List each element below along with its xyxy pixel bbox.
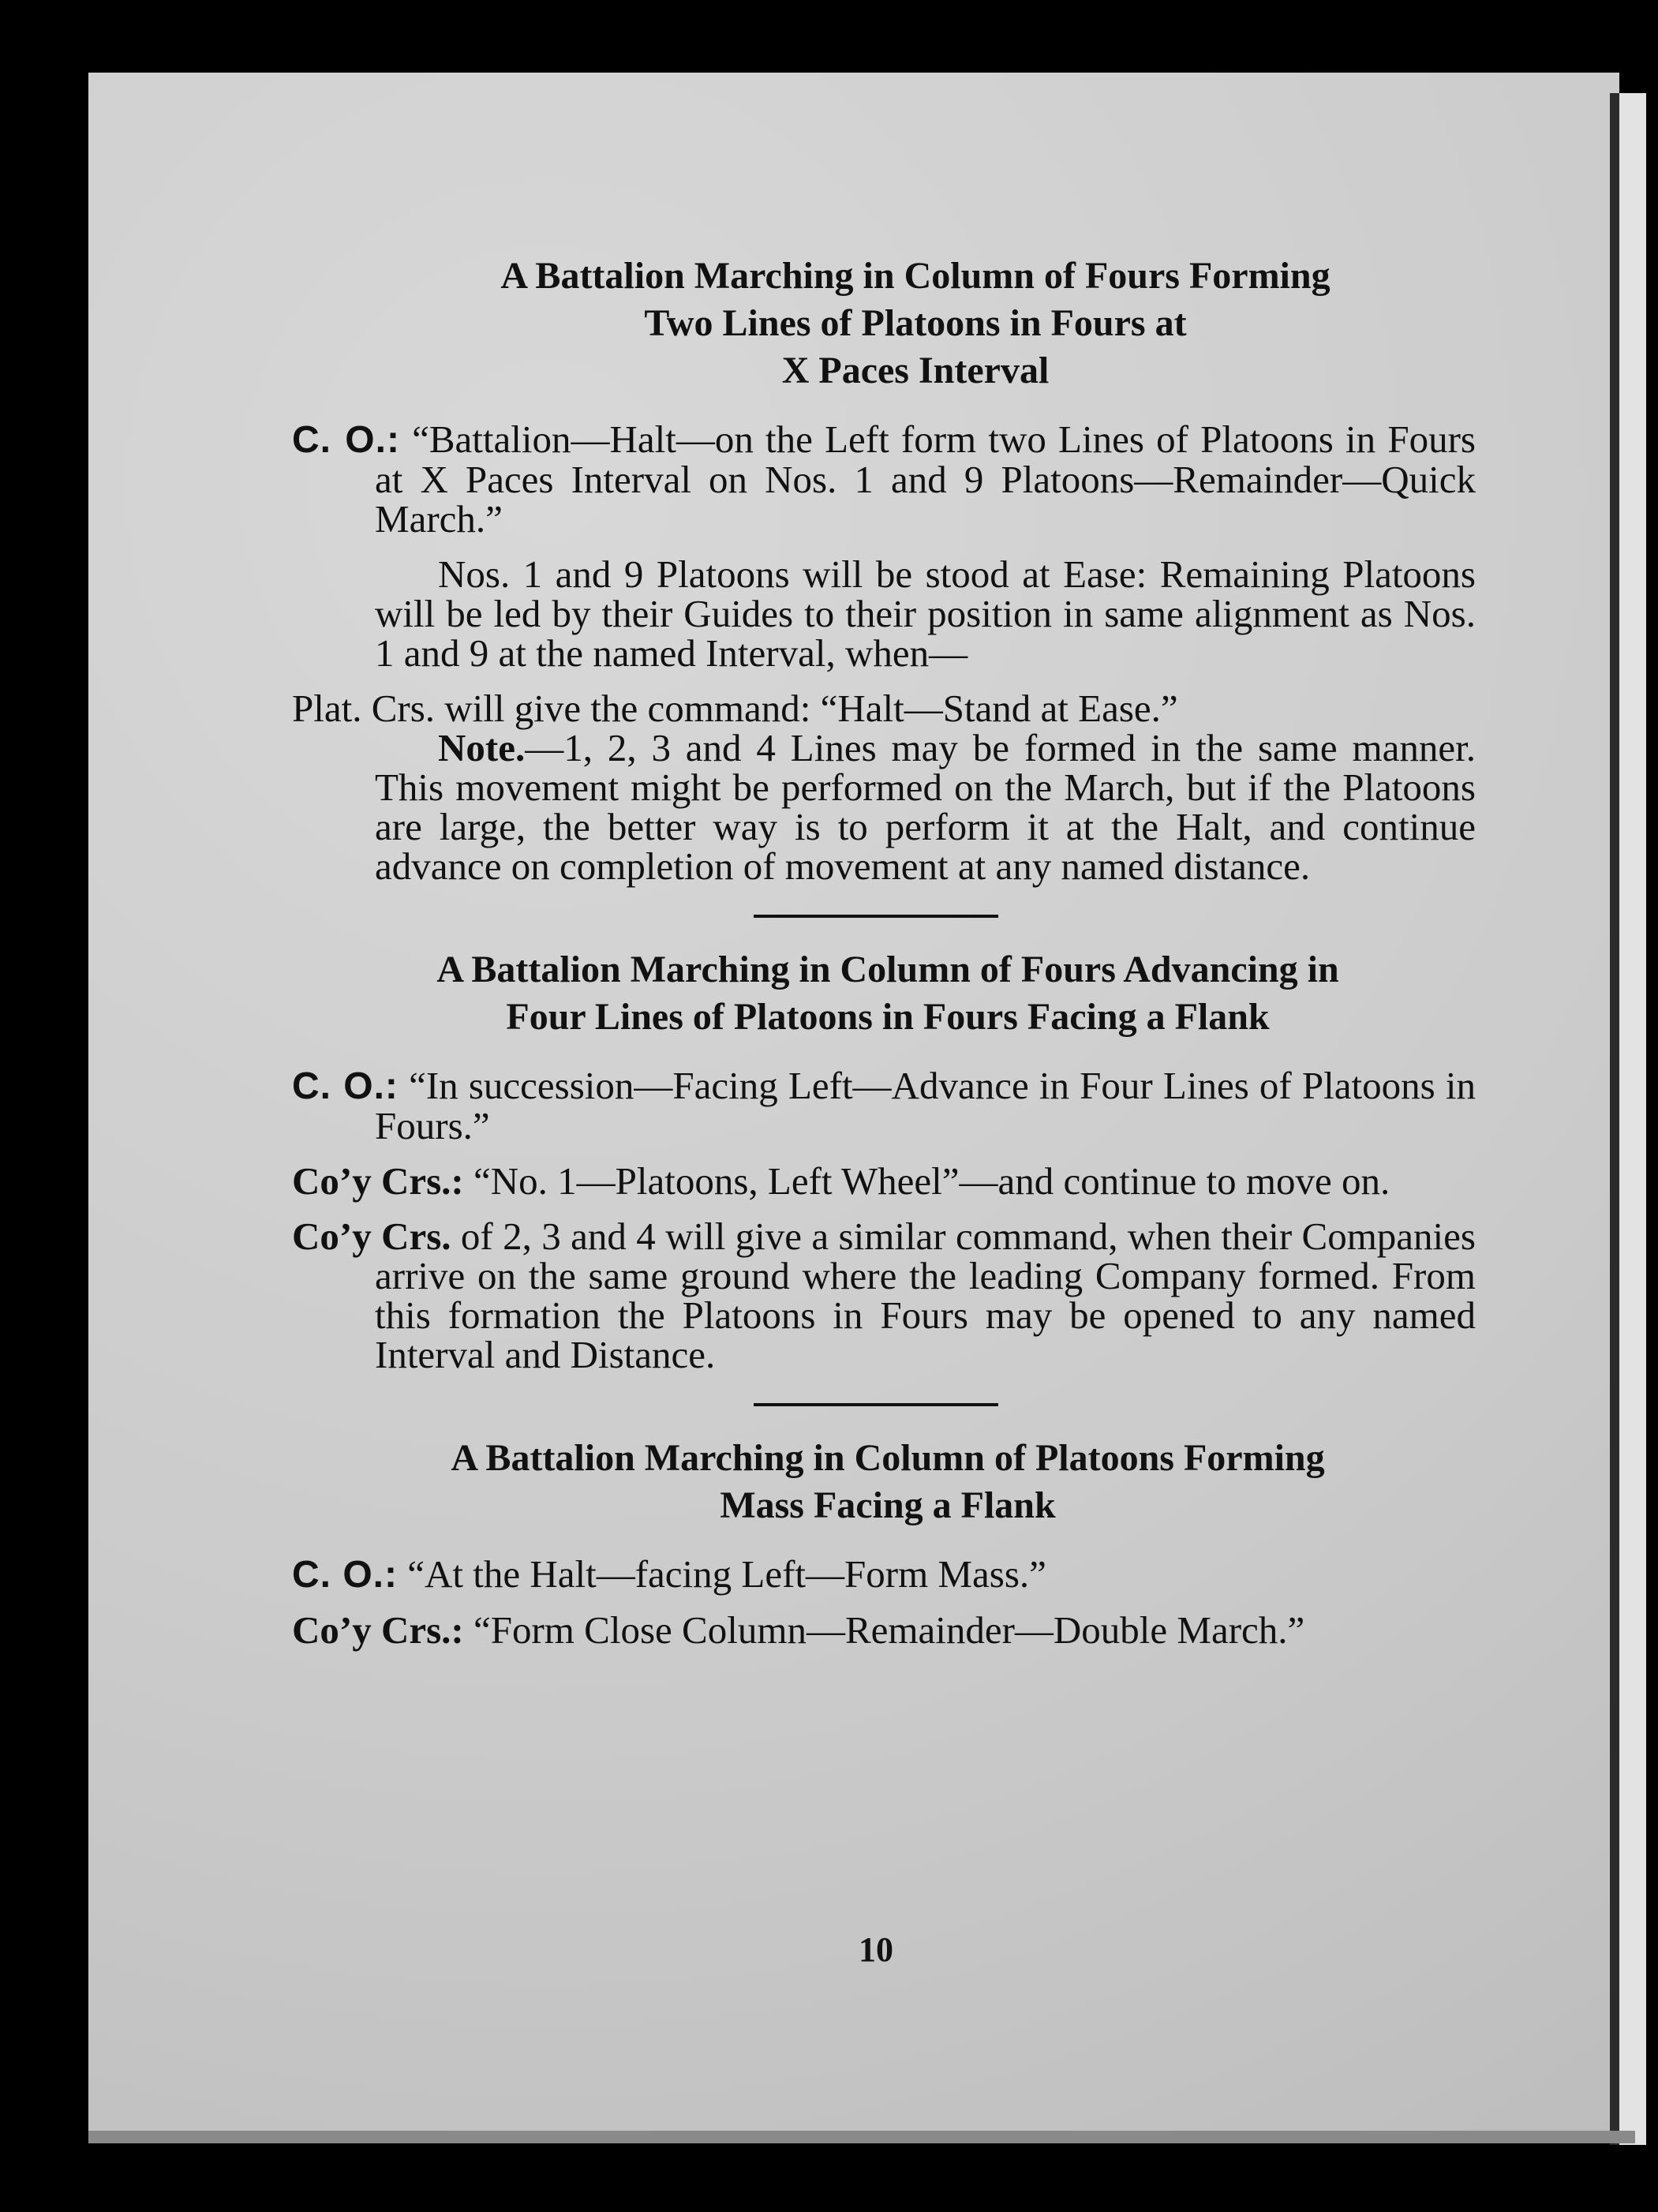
page-edge (1619, 93, 1646, 2145)
section-divider (754, 915, 998, 918)
co-label: C. O.: (292, 419, 400, 461)
co-text: “In succession—Facing Left—Advance in Four Lines of Platoons in Fours.” (375, 1064, 1476, 1147)
heading-line: Four Lines of Platoons in Fours Facing a Flank (506, 996, 1270, 1038)
coy-command (292, 1217, 1476, 1375)
co-text: “At the Halt—facing Left—Form Mass.” (407, 1552, 1046, 1596)
co-text: “Battalion—Halt—on the Left form two Lines of Platoons in Fours at X Paces Interval on Nos. 1 and 9 Platoons—Remainder—Quick March.” (375, 417, 1476, 541)
heading-line: Two Lines of Platoons in Fours at (644, 302, 1187, 344)
coy-text: of 2, 3 and 4 will give a similar command, when their Companies arrive on the same ground where the leading Company formed. From this formation the Platoons in Fours may be opened to any named Interval and Distance. (375, 1215, 1476, 1376)
coy-label: Co’y Crs. (292, 1215, 451, 1258)
note-paragraph (292, 728, 1476, 886)
heading-line: A Battalion Marching in Column of Fours Advancing in (436, 949, 1339, 990)
page-number: 10 (859, 1930, 893, 1969)
coy-text: “No. 1—Platoons, Left Wheel”—and continue to move on. (473, 1159, 1390, 1203)
section-heading (339, 253, 1491, 395)
heading-line: X Paces Interval (781, 350, 1050, 391)
heading-line: A Battalion Marching in Column of Fours Forming (500, 255, 1331, 297)
paragraph: Nos. 1 and 9 Platoons will be stood at Ease: Remaining Platoons will be led by their Guides to their position in same alignment as Nos. 1 and 9 at the named Interval, when— (375, 552, 1476, 675)
section-divider (754, 1403, 998, 1406)
section-3 (292, 1435, 1476, 1650)
co-command (292, 1066, 1476, 1146)
section-1 (292, 253, 1476, 886)
co-label: C. O.: (292, 1554, 398, 1596)
co-command (292, 1552, 1476, 1596)
co-label: C. O.: (292, 1065, 399, 1107)
section-heading (284, 1435, 1491, 1529)
page-content (292, 253, 1476, 1650)
section-heading (284, 946, 1491, 1041)
heading-line: Mass Facing a Flank (720, 1484, 1056, 1526)
note-label: Note. (438, 726, 526, 769)
page-bottom-edge (88, 2131, 1635, 2143)
section-2 (292, 946, 1476, 1375)
coy-command (292, 1608, 1476, 1652)
coy-label: Co’y Crs.: (292, 1159, 464, 1203)
coy-text: “Form Close Column—Remainder—Double March.” (473, 1608, 1305, 1652)
note-text: —1, 2, 3 and 4 Lines may be formed in the same manner. This movement might be performed on the March, but if the Platoons are large, the better way is to perform it at the Halt, and continue advance on completion of movement at any named distance. (375, 726, 1476, 888)
plat-command: Plat. Crs. will give the command: “Halt—Stand at Ease.” (292, 687, 1178, 730)
co-command (292, 417, 1476, 541)
coy-label: Co’y Crs.: (292, 1608, 464, 1652)
coy-command (292, 1159, 1476, 1203)
heading-line: A Battalion Marching in Column of Platoons Forming (451, 1437, 1325, 1479)
